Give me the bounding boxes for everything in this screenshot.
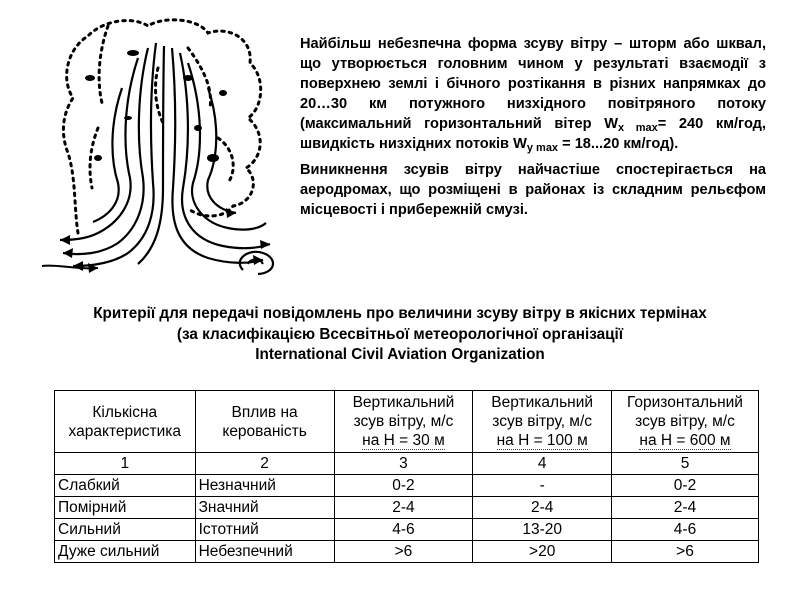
table-row-weak [55, 475, 759, 497]
paragraph-microburst: Найбільш небезпечна форма зсуву вітру – шторм або шквал, що утворюється головним чином у результаті взаємодії з поверхнею землі і бічного розтікання в різних напрямках до 20…30 км потужного низхідного повітряного потоку (максимальний горизонтальний вітер $W_{x max}= 240$ км/год, швидкість низхідних потоків $W_{y max} = 18...20$ км/год). [300, 36, 766, 154]
table-cell: Істотний [195, 519, 334, 541]
table-cell: 2-4 [612, 497, 759, 519]
table-cell: 2-4 [473, 497, 612, 519]
column-number: 1 [55, 453, 196, 475]
header-quantitative: Кількісна характеристика [55, 391, 196, 453]
table-row-very-strong [55, 541, 759, 563]
microburst-illustration [38, 8, 290, 278]
column-number: 3 [334, 453, 473, 475]
header-horizontal-600m: Горизонтальний зсув вітру, м/с на H = 600 м [612, 391, 759, 453]
caption-line-3: International Civil Aviation Organization [255, 346, 545, 363]
table-row-strong [55, 519, 759, 541]
header-vertical-30m: Вертикальний зсув вітру, м/с на H = 30 м [334, 391, 473, 453]
table-cell: 13-20 [473, 519, 612, 541]
column-number: 4 [473, 453, 612, 475]
table-cell: 0-2 [612, 475, 759, 497]
table-cell: Небезпечний [195, 541, 334, 563]
table-cell: Сильний [55, 519, 196, 541]
table-cell: 0-2 [334, 475, 473, 497]
table-cell: Дуже сильний [55, 541, 196, 563]
table-cell: 2-4 [334, 497, 473, 519]
column-number-row [55, 453, 759, 475]
table-cell: Слабкий [55, 475, 196, 497]
table-row-moderate [55, 497, 759, 519]
table-caption [30, 304, 770, 366]
table-cell: >6 [612, 541, 759, 563]
paragraph-occurrence: Виникнення зсувів вітру найчастіше спостерігається на аеродромах, що розміщені в районах із складним рельєфом місцевості і прибережній смузі. [300, 162, 766, 218]
column-number: 2 [195, 453, 334, 475]
table-cell: Помірний [55, 497, 196, 519]
table-cell: Незначний [195, 475, 334, 497]
table-header-row [55, 391, 759, 453]
header-control-impact: Вплив на керованість [195, 391, 334, 453]
table-cell: 4-6 [612, 519, 759, 541]
description-text [300, 34, 766, 226]
wind-shear-criteria-table [54, 390, 759, 563]
table-cell: Значний [195, 497, 334, 519]
table-cell: >20 [473, 541, 612, 563]
caption-line-1: Критерії для передачі повідомлень про величини зсуву вітру в якісних термінах [93, 305, 707, 322]
table-cell: 4-6 [334, 519, 473, 541]
header-vertical-100m: Вертикальний зсув вітру, м/с на H = 100 м [473, 391, 612, 453]
caption-line-2: (за класифікацією Всесвітньої метеорологічної організації [176, 325, 624, 343]
table-cell: >6 [334, 541, 473, 563]
table-cell: - [473, 475, 612, 497]
column-number: 5 [612, 453, 759, 475]
